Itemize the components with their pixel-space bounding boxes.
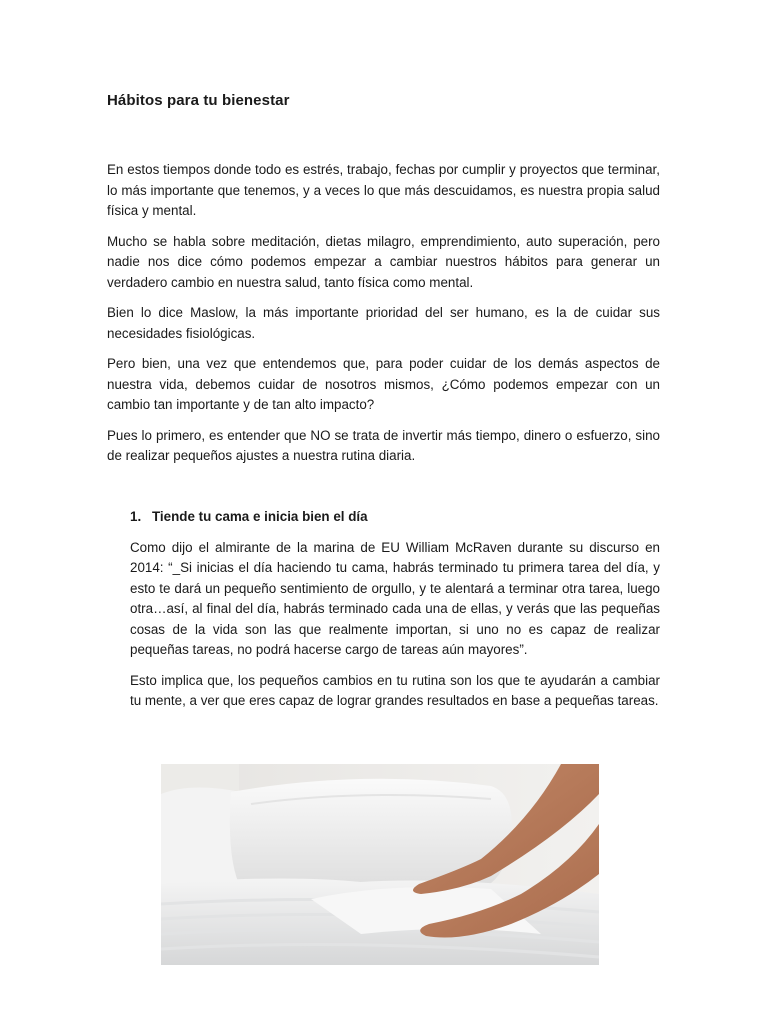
intro-section (107, 160, 660, 477)
intro-paragraph: Pues lo primero, es entender que NO se trata de invertir más tiempo, dinero o esfuerzo, sino de realizar pequeños ajustes a nuestra rutina diaria. (107, 427, 660, 463)
intro-paragraph: En estos tiempos donde todo es estrés, trabajo, fechas por cumplir y proyectos que terminar, lo más importante que tenemos, y a veces lo que más descuidamos, es nuestra propia salud física y mental. (107, 162, 660, 218)
intro-paragraph: Pero bien, una vez que entendemos que, para poder cuidar de los demás aspectos de nuestra vida, debemos cuidar de nosotros mismos, ¿Cómo podemos empezar con un cambio tan importante y de tan alto impacto? (107, 356, 660, 412)
section-heading-text: Tiende tu cama e inicia bien el día (152, 509, 368, 524)
section-paragraph: Como dijo el almirante de la marina de EU William McRaven durante su discurso en 2014: “_Si inicias el día haciendo tu cama, habrás terminado tu primera tarea del día, y esto te dará un pequeño sentimiento de orgullo, y te alentará a terminar otra tarea, luego otra…así, al final del día, habrás terminado cada una de ellas, y verás que las pequeñas cosas de la vida son las que realmente importan, si uno no es capaz de realizar pequeñas tareas, no podrá hacerse cargo de tareas aún mayores”. (130, 539, 660, 657)
habit-section (130, 507, 660, 722)
intro-paragraph: Bien lo dice Maslow, la más importante prioridad del ser humano, es la de cuidar sus necesidades fisiológicas. (107, 305, 660, 341)
document-title: Hábitos para tu bienestar (107, 92, 290, 109)
bed-photo-illustration (161, 764, 599, 965)
bed-making-photo (161, 764, 599, 965)
section-heading (130, 507, 660, 528)
section-paragraph: Esto implica que, los pequeños cambios en tu rutina son los que te ayudarán a cambiar tu mente, a ver que eres capaz de lograr grandes resultados en base a pequeñas tareas. (130, 672, 660, 708)
intro-paragraph: Mucho se habla sobre meditación, dietas milagro, emprendimiento, auto superación, pero nadie nos dice cómo podemos empezar a cambiar nuestros hábitos para generar un verdadero cambio en nuestra salud, tanto física como mental. (107, 233, 660, 290)
section-number: 1. (130, 509, 142, 524)
